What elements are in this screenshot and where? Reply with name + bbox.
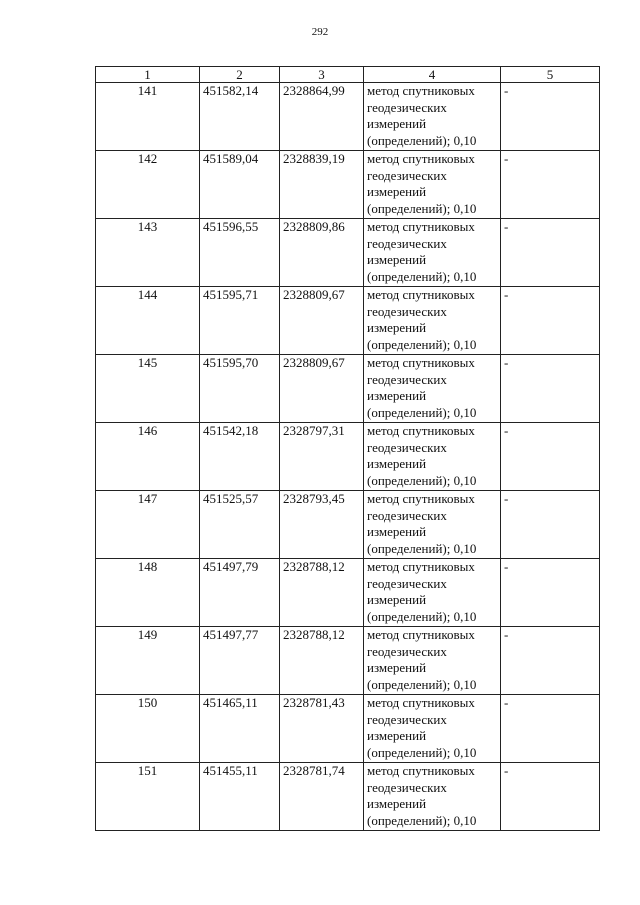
- table-row: [96, 83, 600, 151]
- x-coordinate-cell: 451465,11: [200, 695, 280, 763]
- x-coordinate-cell: 451455,11: [200, 763, 280, 831]
- x-coordinate-cell: 451596,55: [200, 219, 280, 287]
- table-row: [96, 219, 600, 287]
- method-line: (определений); 0,10: [367, 812, 477, 828]
- header-row: [96, 67, 600, 83]
- y-coordinate-cell: 2328788,12: [280, 627, 364, 695]
- method-line: метод спутниковых: [367, 287, 475, 302]
- point-number-cell: 149: [96, 627, 200, 695]
- method-line: метод спутниковых: [367, 219, 475, 234]
- point-number-cell: 150: [96, 695, 200, 763]
- method-line: геодезических: [367, 643, 447, 659]
- method-line: геодезических: [367, 439, 447, 455]
- method-line: измерений: [367, 388, 427, 403]
- method-line: метод спутниковых: [367, 83, 475, 98]
- method-line: измерений: [367, 592, 427, 607]
- method-line: геодезических: [367, 235, 447, 251]
- y-coordinate-cell: 2328809,67: [280, 287, 364, 355]
- method-line: метод спутниковых: [367, 559, 475, 574]
- method-line: метод спутниковых: [367, 355, 475, 370]
- method-cell: [364, 763, 501, 831]
- method-cell: [364, 423, 501, 491]
- method-line: геодезических: [367, 99, 447, 115]
- method-line: геодезических: [367, 303, 447, 319]
- method-cell: [364, 627, 501, 695]
- table-row: [96, 423, 600, 491]
- y-coordinate-cell: 2328809,67: [280, 355, 364, 423]
- method-line: (определений); 0,10: [367, 336, 477, 352]
- method-line: (определений); 0,10: [367, 744, 477, 760]
- method-line: измерений: [367, 524, 427, 539]
- point-number-cell: 144: [96, 287, 200, 355]
- point-number-cell: 146: [96, 423, 200, 491]
- table-row: [96, 559, 600, 627]
- y-coordinate-cell: 2328781,74: [280, 763, 364, 831]
- method-line: метод спутниковых: [367, 695, 475, 710]
- method-cell: [364, 355, 501, 423]
- x-coordinate-cell: 451497,77: [200, 627, 280, 695]
- method-line: (определений); 0,10: [367, 608, 477, 624]
- method-cell: [364, 695, 501, 763]
- method-cell: [364, 219, 501, 287]
- method-line: измерений: [367, 320, 427, 335]
- table-row: [96, 695, 600, 763]
- x-coordinate-cell: 451595,71: [200, 287, 280, 355]
- method-line: метод спутниковых: [367, 151, 475, 166]
- method-cell: [364, 151, 501, 219]
- method-line: измерений: [367, 728, 427, 743]
- method-line: геодезических: [367, 507, 447, 523]
- method-line: метод спутниковых: [367, 627, 475, 642]
- method-line: измерений: [367, 116, 427, 131]
- note-cell: -: [501, 559, 600, 627]
- x-coordinate-cell: 451525,57: [200, 491, 280, 559]
- table-row: [96, 151, 600, 219]
- table-header: [96, 67, 600, 83]
- header-col-5: 5: [501, 67, 600, 83]
- method-line: геодезических: [367, 711, 447, 727]
- method-line: метод спутниковых: [367, 763, 475, 778]
- table-row: [96, 287, 600, 355]
- note-cell: -: [501, 627, 600, 695]
- point-number-cell: 147: [96, 491, 200, 559]
- header-col-1: 1: [96, 67, 200, 83]
- note-cell: -: [501, 83, 600, 151]
- note-cell: -: [501, 491, 600, 559]
- method-line: (определений); 0,10: [367, 200, 477, 216]
- method-line: измерений: [367, 252, 427, 267]
- note-cell: -: [501, 287, 600, 355]
- page-number: 292: [311, 26, 329, 38]
- method-line: (определений); 0,10: [367, 404, 477, 420]
- point-number-cell: 141: [96, 83, 200, 151]
- point-number-cell: 148: [96, 559, 200, 627]
- header-col-4: 4: [364, 67, 501, 83]
- y-coordinate-cell: 2328864,99: [280, 83, 364, 151]
- method-line: измерений: [367, 184, 427, 199]
- method-cell: [364, 491, 501, 559]
- method-cell: [364, 83, 501, 151]
- method-line: измерений: [367, 796, 427, 811]
- y-coordinate-cell: 2328788,12: [280, 559, 364, 627]
- x-coordinate-cell: 451582,14: [200, 83, 280, 151]
- point-number-cell: 145: [96, 355, 200, 423]
- table-row: [96, 491, 600, 559]
- method-line: геодезических: [367, 779, 447, 795]
- y-coordinate-cell: 2328793,45: [280, 491, 364, 559]
- method-line: (определений); 0,10: [367, 676, 477, 692]
- note-cell: -: [501, 151, 600, 219]
- method-cell: [364, 559, 501, 627]
- note-cell: -: [501, 695, 600, 763]
- method-line: метод спутниковых: [367, 423, 475, 438]
- method-line: метод спутниковых: [367, 491, 475, 506]
- method-line: геодезических: [367, 371, 447, 387]
- x-coordinate-cell: 451542,18: [200, 423, 280, 491]
- header-col-3: 3: [280, 67, 364, 83]
- note-cell: -: [501, 355, 600, 423]
- x-coordinate-cell: 451497,79: [200, 559, 280, 627]
- note-cell: -: [501, 763, 600, 831]
- y-coordinate-cell: 2328781,43: [280, 695, 364, 763]
- method-line: измерений: [367, 660, 427, 675]
- x-coordinate-cell: 451589,04: [200, 151, 280, 219]
- y-coordinate-cell: 2328809,86: [280, 219, 364, 287]
- table-row: [96, 355, 600, 423]
- header-col-2: 2: [200, 67, 280, 83]
- method-line: геодезических: [367, 575, 447, 591]
- point-number-cell: 151: [96, 763, 200, 831]
- method-line: измерений: [367, 456, 427, 471]
- y-coordinate-cell: 2328839,19: [280, 151, 364, 219]
- note-cell: -: [501, 423, 600, 491]
- point-number-cell: 142: [96, 151, 200, 219]
- table-body: [96, 83, 600, 831]
- method-line: (определений); 0,10: [367, 472, 477, 488]
- method-line: (определений); 0,10: [367, 540, 477, 556]
- table-row: [96, 763, 600, 831]
- x-coordinate-cell: 451595,70: [200, 355, 280, 423]
- point-number-cell: 143: [96, 219, 200, 287]
- method-line: (определений); 0,10: [367, 268, 477, 284]
- y-coordinate-cell: 2328797,31: [280, 423, 364, 491]
- coordinates-table: [95, 66, 600, 831]
- method-cell: [364, 287, 501, 355]
- note-cell: -: [501, 219, 600, 287]
- method-line: (определений); 0,10: [367, 132, 477, 148]
- table-row: [96, 627, 600, 695]
- method-line: геодезических: [367, 167, 447, 183]
